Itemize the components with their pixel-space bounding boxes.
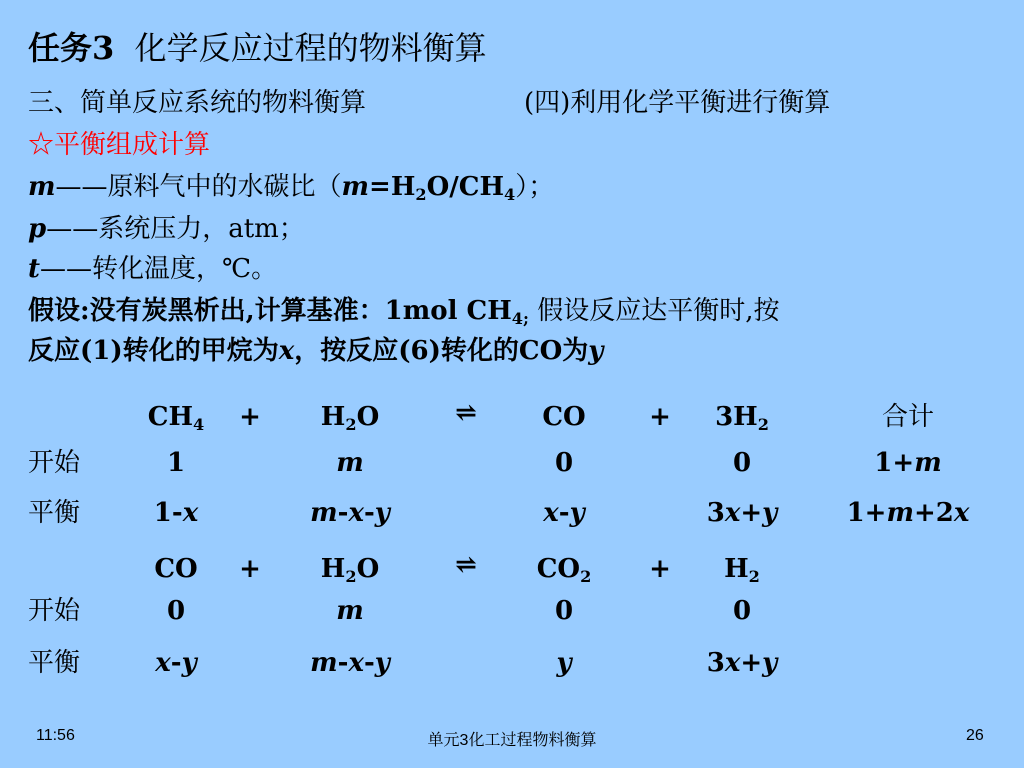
definition-p-text: 系统压力，atm； [98,214,305,244]
cell: m [336,596,364,626]
cell: 0 [166,596,186,626]
cell: y [556,648,572,678]
species-h2o: $H_2O$ [320,554,380,586]
symbol-p: p [28,214,47,244]
plus-sign: + [649,554,671,584]
dash: —— [55,172,108,202]
definition-t-text: 转化温度，℃。 [92,254,278,284]
title-text: 化学反应过程的物料衡算 [134,29,487,67]
slide-title [28,28,487,68]
cell: 1+m [874,448,942,478]
dash: —— [40,254,93,284]
equilibrium-arrow-icon: ⇌ [455,398,477,428]
assumption-text-b: 假设反应达平衡时,按 [528,296,780,326]
row-label-equilibrium: 平衡 [28,648,81,678]
definition-m-text: 原料气中的水碳比（ [107,172,342,202]
section-subtitle [28,86,366,120]
definition-p [28,212,305,246]
row-label-start: 开始 [28,596,81,626]
cell: m-x-y [310,498,390,528]
formula-part-b: O/CH [426,172,505,202]
cell: x-y [543,498,585,528]
symbol-t: t [28,254,41,284]
definition-m-tail: ）； [515,172,555,202]
symbol-m: m [28,172,56,202]
dash: —— [46,214,99,244]
assumption-text-a: 假设:没有炭黑析出,计算基准：1mol CH [28,296,512,326]
assumption-sub: 4; [511,308,529,328]
cell: m [336,448,364,478]
subscript-4: 4 [504,184,516,204]
assumption-text-d: ，按反应(6)转化的CO为 [294,336,589,366]
cell: 0 [732,448,752,478]
title-prefix: 任务3 [28,29,115,67]
cell: 1 [166,448,186,478]
equilibrium-arrow-icon: ⇌ [455,550,477,580]
highlight-heading: ☆平衡组成计算 [28,130,211,160]
plus-sign: + [649,402,671,432]
var-x: x [278,336,295,366]
cell: 1+m+2x [846,498,970,528]
row-label-equilibrium: 平衡 [28,498,81,528]
assumption-line-2 [28,334,603,368]
species-co: CO [154,554,198,584]
total-header: 合计 [881,402,935,432]
assumption-text-c: 反应(1)转化的甲烷为 [28,336,279,366]
subscript-2: 2 [415,184,427,204]
cell: 3x+y [706,648,778,678]
species-ch4: $CH_4$ [147,402,205,434]
plus-sign: + [239,554,261,584]
cell: 3x+y [706,498,778,528]
cell: 0 [732,596,752,626]
section-subtitle-right [524,86,830,120]
cell: x-y [155,648,197,678]
assumption-line-1 [28,294,779,328]
footer-page-number: 26 [966,727,984,744]
species-h2o: $H_2O$ [320,402,380,434]
subtitle-left: 三、简单反应系统的物料衡算 [28,88,367,118]
cell: 0 [554,448,574,478]
footer-time: 11:56 [36,727,75,744]
row-label-start: 开始 [28,448,81,478]
footer-title: 单元3化工过程物料衡算 [427,732,597,749]
cell: 1-x [153,498,199,528]
species-3h2: $3H_2$ [715,402,769,434]
cell: m-x-y [310,648,390,678]
formula-part-a: =H [369,172,416,202]
species-co: CO [542,402,586,432]
plus-sign: + [239,402,261,432]
species-co2: $CO_2$ [536,554,592,586]
subtitle-right: (四)利用化学平衡进行衡算 [524,88,831,118]
symbol-m-2: m [341,172,370,202]
var-y: y [588,336,604,366]
definition-m [28,170,554,204]
cell: 0 [554,596,574,626]
species-h2: $H_2$ [724,554,760,586]
definition-t [28,252,277,286]
